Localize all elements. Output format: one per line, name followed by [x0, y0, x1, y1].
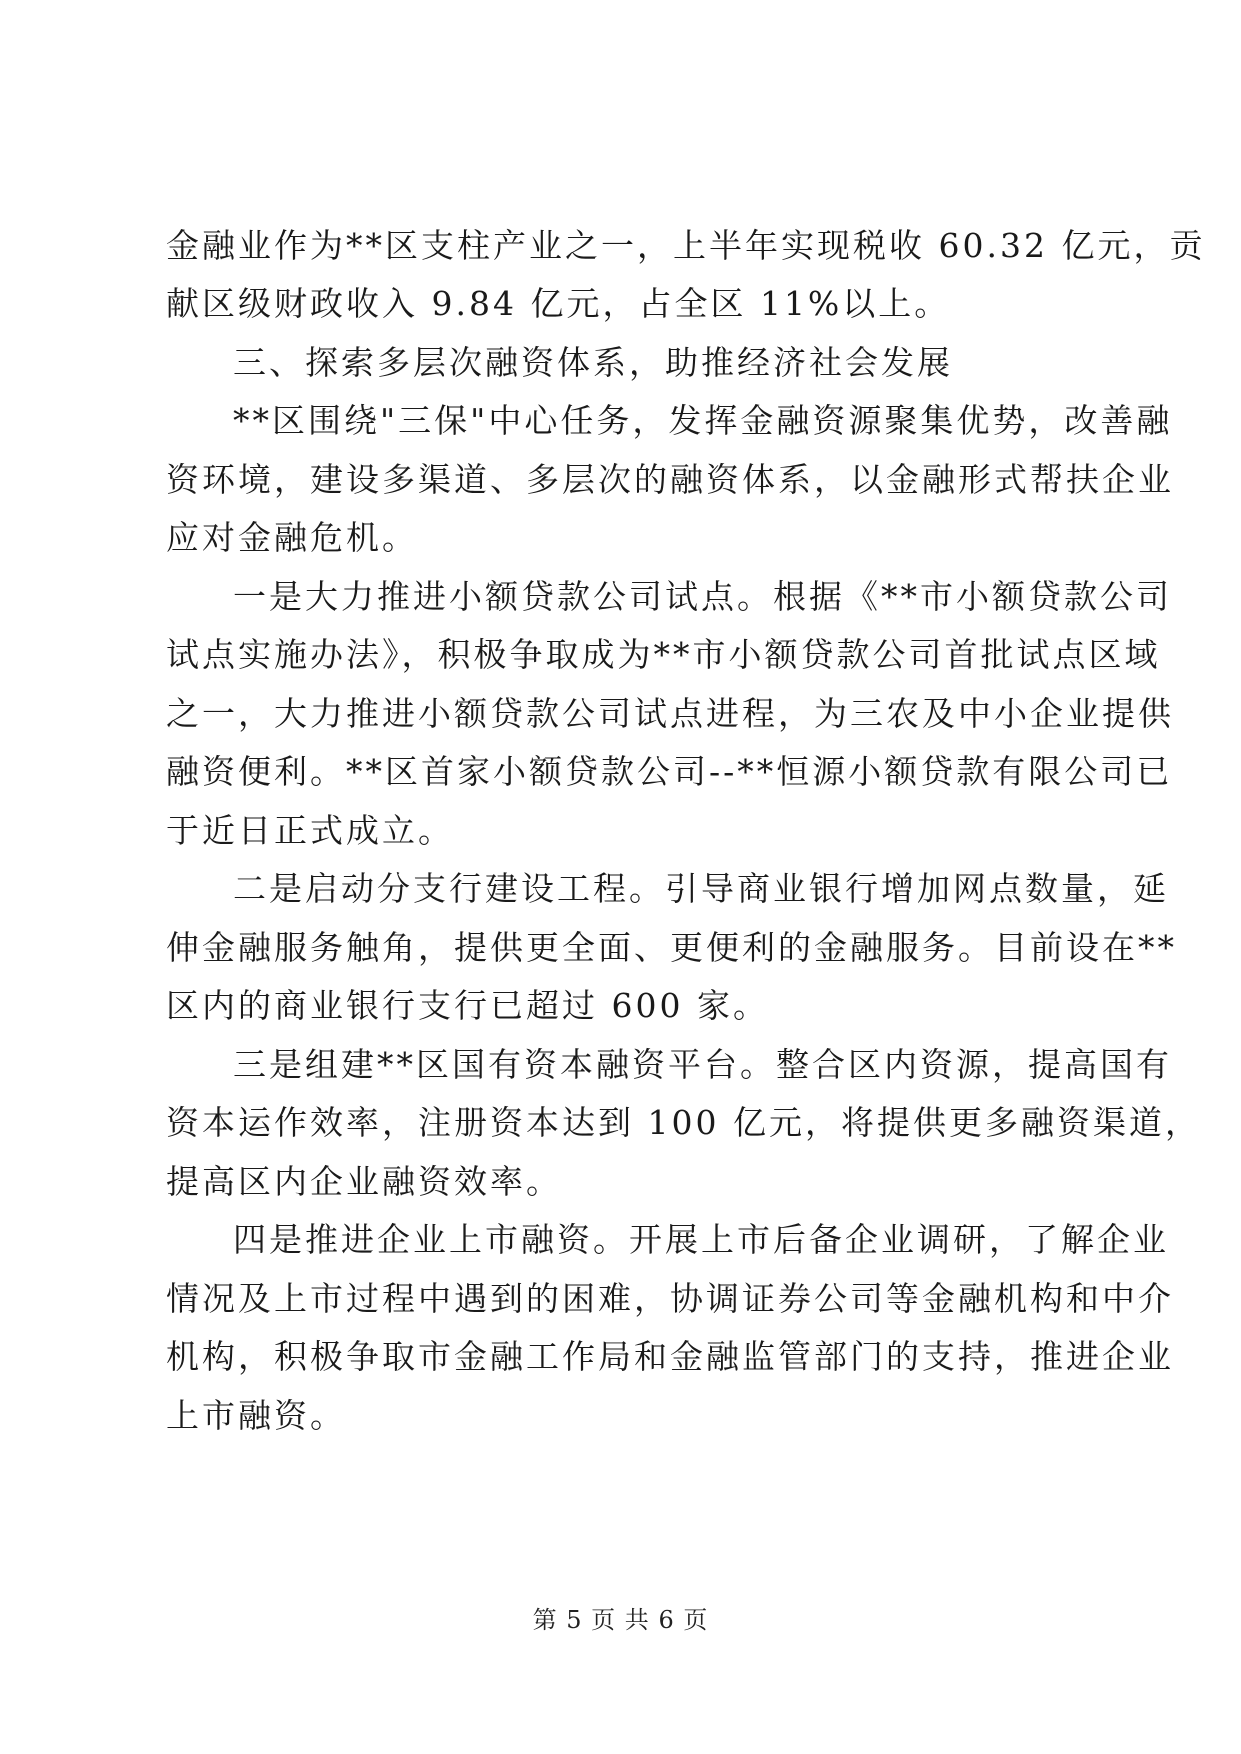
text-line: 机构，积极争取市金融工作局和金融监管部门的支持，推进企业 [166, 1337, 1174, 1376]
text-line: 情况及上市过程中遇到的困难，协调证券公司等金融机构和中介 [166, 1279, 1174, 1318]
text-line: 三是组建**区国有资本融资平台。整合区内资源，提高国有 [233, 1045, 1172, 1084]
text-line: 四是推进企业上市融资。开展上市后备企业调研，了解企业 [233, 1220, 1169, 1259]
text-line: 伸金融服务触角，提供更全面、更便利的金融服务。目前设在** [166, 928, 1177, 967]
text-line: 献区级财政收入 9.84 亿元，占全区 11%以上。 [166, 284, 951, 323]
text-line: 之一，大力推进小额贷款公司试点进程，为三农及中小企业提供 [166, 694, 1174, 733]
text-line: 试点实施办法》，积极争取成为**市小额贷款公司首批试点区域 [166, 635, 1161, 674]
text-line: 应对金融危机。 [166, 518, 418, 557]
text-line: 上市融资。 [166, 1396, 346, 1435]
text-line: 于近日正式成立。 [166, 811, 454, 850]
text-line: 提高区内企业融资效率。 [166, 1162, 562, 1201]
text-line: 区内的商业银行支行已超过 600 家。 [166, 986, 769, 1025]
section-heading: 三、探索多层次融资体系，助推经济社会发展 [233, 343, 953, 382]
text-line: 资本运作效率，注册资本达到 100 亿元，将提供更多融资渠道， [166, 1103, 1201, 1142]
text-line: 资环境，建设多渠道、多层次的融资体系，以金融形式帮扶企业 [166, 460, 1174, 499]
text-line: 融资便利。**区首家小额贷款公司--**恒源小额贷款有限公司已 [166, 752, 1173, 791]
text-line: 二是启动分支行建设工程。引导商业银行增加网点数量，延 [233, 869, 1169, 908]
text-line: 一是大力推进小额贷款公司试点。根据《**市小额贷款公司 [233, 577, 1172, 616]
text-line: **区围绕"三保"中心任务，发挥金融资源聚集优势，改善融 [233, 401, 1173, 440]
page-number-footer: 第 5 页 共 6 页 [532, 1606, 709, 1634]
text-line: 金融业作为**区支柱产业之一，上半年实现税收 60.32 亿元，贡 [166, 226, 1206, 265]
